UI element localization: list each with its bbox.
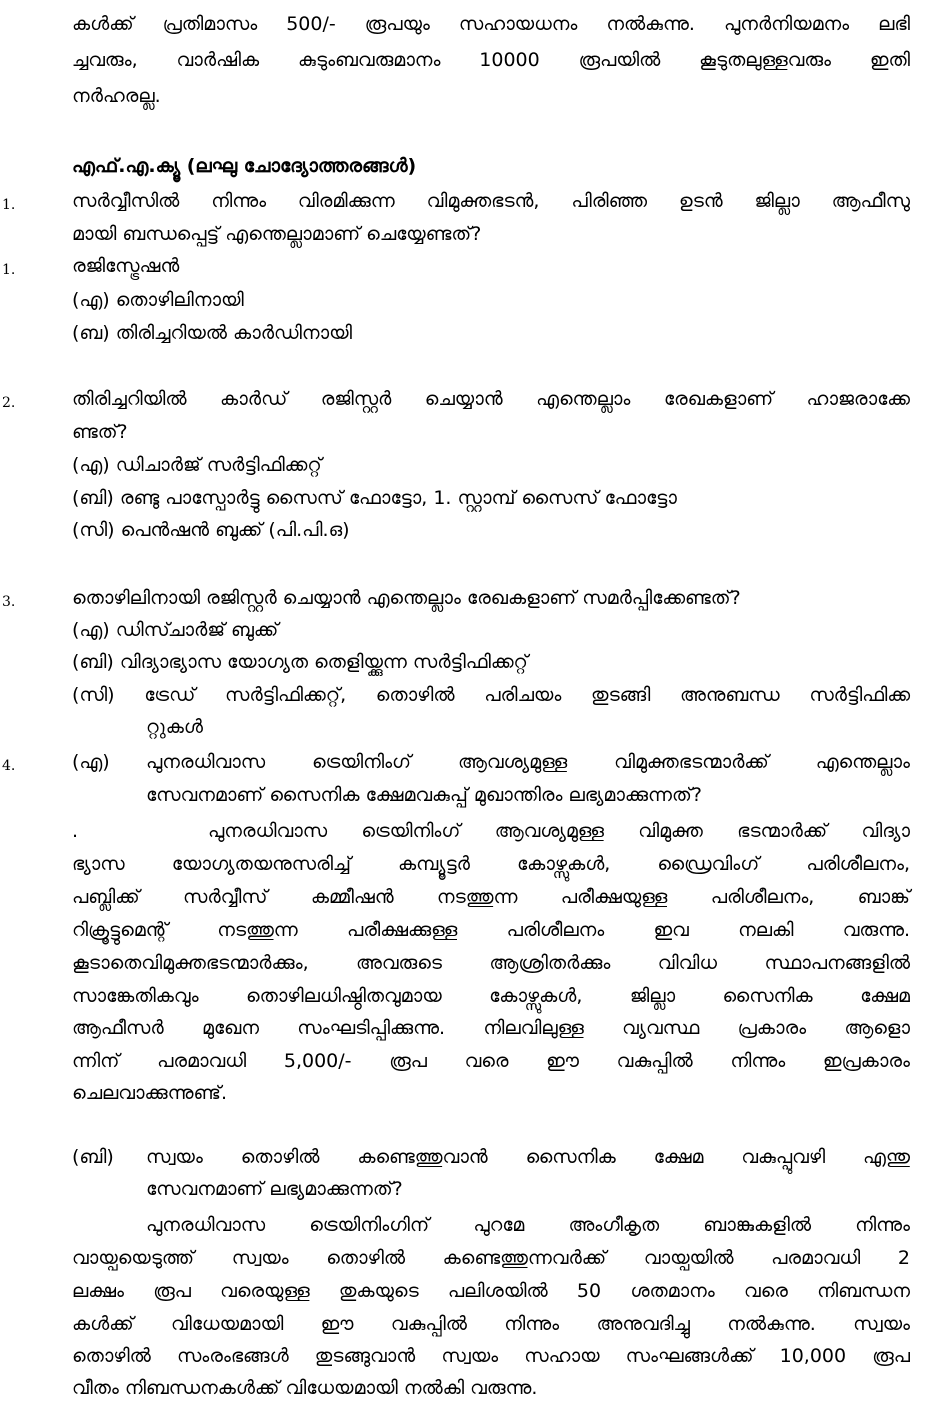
q3-line: തൊഴിലിനായി രജിസ്റ്റർ ചെയ്യാൻ എന്തെല്ലാം രേഖകളാണ് സമർപ്പിക്കേണ്ടത്?: [72, 587, 741, 609]
q3-option-c-continued: റ്റുകൾ: [146, 716, 203, 738]
q3-number: 3.: [2, 594, 16, 610]
q1-line-2: മായി ബന്ധപ്പെട്ട് എന്തെല്ലാമാണ് ചെയ്യേണ്ടത്?: [72, 223, 482, 245]
q4-a-question-line-1: പുനരധിവാസ ട്രെയിനിംഗ് ആവശ്യമുള്ള വിമുക്തഭടന്മാർക്ക് എന്തെല്ലാം: [146, 751, 910, 773]
q4-a-answer-line-5: കൂടാതെവിമുക്തഭടന്മാർക്കും, അവരുടെ ആശ്രിതർക്കും വിവിധ സ്ഥാപനങ്ങളിൽ: [72, 952, 910, 974]
q4-a-answer-line-3: പബ്ലിക്ക് സർവ്വീസ് കമ്മീഷൻ നടത്തുന്ന പരീക്ഷയുള്ള പരിശീലനം, ബാങ്ക്: [72, 886, 910, 908]
q2-line-1: തിരിച്ചറിയിൽ കാർഡ് രജിസ്റ്റർ ചെയ്യാൻ എന്തെല്ലാം രേഖകളാണ് ഹാജരാക്കേ: [72, 388, 910, 410]
q4-b-answer-line-5: തൊഴിൽ സംരംഭങ്ങൾ തുടങ്ങുവാൻ സ്വയം സഹായ സംഘങ്ങൾക്ക് 10,000 രൂപ: [72, 1345, 910, 1367]
q4-a-answer-line-2: ഭ്യാസ യോഗ്യതയനുസരിച്ച് കമ്പ്യൂട്ടർ കോഴ്സുകൾ, ഡ്രൈവിംഗ് പരിശീലനം,: [72, 853, 910, 875]
q4-b-answer-line-6: വീതം നിബന്ധനകൾക്ക് വിധേയമായി നൽകി വരുന്നു.: [72, 1377, 538, 1399]
q4-b-answer-line-1: പുനരധിവാസ ട്രെയിനിംഗിന് പുറമേ അംഗീകൃത ബാങ്കുകളിൽ നിന്നും: [146, 1214, 910, 1236]
q1-line-1: സർവ്വീസിൽ നിന്നും വിരമിക്കുന്ന വിമുക്തഭടൻ, പിരിഞ്ഞ ഉടൻ ജില്ലാ ആഫീസു: [72, 190, 910, 212]
q4-a-answer-line-6: സാങ്കേതികവും തൊഴിലധിഷ്ഠിതവുമായ കോഴ്സുകൾ, ജില്ലാ സൈനിക ക്ഷേമ: [72, 985, 910, 1007]
q3-option-b: (ബി) വിദ്യാഭ്യാസ യോഗ്യത തെളിയ്ക്കുന്ന സർട്ടിഫിക്കറ്റ്: [72, 651, 528, 673]
q2-line-2: ണ്ടത്?: [72, 421, 128, 443]
q4-a-answer-line-9: ചെലവാക്കുന്നുണ്ട്.: [72, 1082, 228, 1104]
q3-option-a: (എ) ഡിസ്ചാർജ് ബുക്ക്: [72, 619, 279, 641]
q2-number: 2.: [2, 395, 16, 411]
q1-option-a: (എ) തൊഴിലിനായി: [72, 289, 244, 311]
q4-b-answer-line-2: വായ്പയെടുത്ത് സ്വയം തൊഴിൽ കണ്ടെത്തുന്നവർക്ക് വായ്പയിൽ പരമാവധി 2: [72, 1247, 910, 1269]
q4-b-question-line-2: സേവനമാണ് ലഭ്യമാക്കുന്നത്?: [146, 1178, 403, 1200]
q4-a-answer-line-1: പുനരധിവാസ ട്രെയിനിംഗ് ആവശ്യമുള്ള വിമുക്ത ഭടന്മാർക്ക് വിദ്യാ: [208, 820, 910, 842]
q4-a-answer-dot: .: [72, 820, 79, 842]
intro-line-2: ച്ചവരും, വാർഷിക കുടുംബവരുമാനം 10000 രൂപയിൽ കൂടുതലുള്ളവരും ഇതി: [72, 49, 910, 71]
q4-a-label: (എ): [72, 751, 110, 773]
q4-number: 4.: [2, 758, 16, 774]
q1-answer: രജിസ്ട്രേഷൻ: [72, 255, 180, 277]
q4-a-answer-line-8: ന്നിന് പരമാവധി 5,000/- രൂപ വരെ ഈ വകുപ്പിൽ നിന്നും ഇപ്രകാരം: [72, 1050, 910, 1072]
q2-option-c: (സി) പെൻഷൻ ബുക്ക് (പി.പി.ഒ): [72, 519, 350, 541]
q2-option-a: (എ) ഡിചാർജ് സർട്ടിഫിക്കറ്റ്: [72, 454, 322, 476]
q3-option-c: (സി) ട്രേഡ് സർട്ടിഫിക്കറ്റ്, തൊഴിൽ പരിചയം തുടങ്ങി അനുബന്ധ സർട്ടിഫിക്ക: [72, 684, 911, 706]
faq-heading: എഫ്.എ.ക്യൂ (ലഘു ചോദ്യോത്തരങ്ങൾ): [72, 155, 417, 177]
q1-option-b: (ബ) തിരിച്ചറിയൽ കാർഡിനായി: [72, 322, 352, 344]
intro-line-3: നർഹരല്ല.: [72, 85, 161, 107]
q4-b-answer-line-4: കൾക്ക് വിധേയമായി ഈ വകുപ്പിൽ നിന്നും അനുവദിച്ചു നൽകുന്നു. സ്വയം: [72, 1313, 910, 1335]
q4-b-answer-line-3: ലക്ഷം രൂപ വരെയുള്ള തുകയുടെ പലിശയിൽ 50 ശതമാനം വരെ നിബന്ധന: [72, 1280, 910, 1302]
q4-a-answer-line-4: റിക്രൂട്ടുമെന്റ് നടത്തുന്ന പരീക്ഷക്കുള്ള പരിശീലനം ഇവ നലകി വരുന്നു.: [72, 919, 910, 941]
q1-answer-number: 1.: [2, 262, 16, 278]
q4-b-question-line-1: സ്വയം തൊഴിൽ കണ്ടെത്തുവാൻ സൈനിക ക്ഷേമ വകുപ്പുവഴി എന്തു: [146, 1146, 910, 1168]
q4-b-label: (ബി): [72, 1146, 114, 1168]
q4-a-answer-line-7: ആഫീസർ മുഖേന സംഘടിപ്പിക്കുന്നു. നിലവിലുള്ള വ്യവസ്ഥ പ്രകാരം ആളൊ: [72, 1017, 910, 1039]
q1-number: 1.: [2, 197, 16, 213]
intro-line-1: കൾക്ക് പ്രതിമാസം 500/- രൂപയും സഹായധനം നൽകുന്നു. പുനർനിയമനം ലഭി: [72, 13, 910, 35]
q4-a-question-line-2: സേവനമാണ് സൈനിക ക്ഷേമവകുപ്പ് മുഖാന്തിരം ലഭ്യമാക്കുന്നത്?: [146, 784, 702, 806]
q2-option-b: (ബി) രണ്ടു പാസ്പോർട്ടു സൈസ് ഫോട്ടോ, 1. സ്റ്റാമ്പ് സൈസ് ഫോട്ടോ: [72, 487, 677, 509]
